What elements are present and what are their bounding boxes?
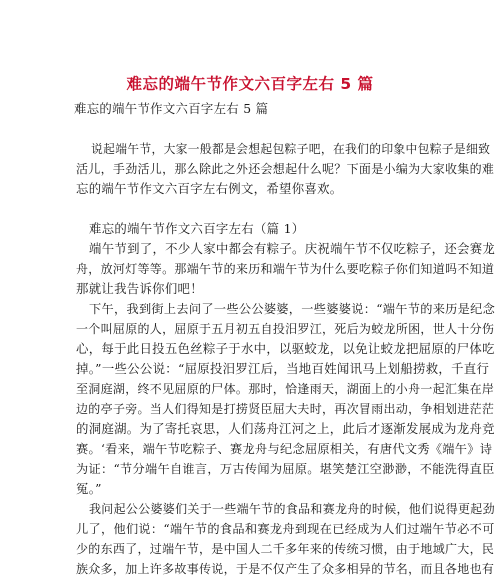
paragraph-line: 边的亭子旁。当人们得知是打捞贤臣屈大夫时，再次冒雨出动，争相划进茫茫 [76, 402, 495, 416]
paragraph-line: 少的东西了，过端午节，是中国人二千多年来的传统习惯，由于地域广大，民 [76, 542, 495, 556]
document-title: 难忘的端午节作文六百字左右 5 篇 [126, 75, 374, 93]
paragraph-line: 下午，我到街上去问了一些公公婆婆，一些婆婆说：“端午节的来历是纪念 [89, 302, 496, 316]
paragraph-line: 冤。” [76, 481, 102, 496]
intro-line: 说起端午节，大家一般都是会想起包粽子吧，在我们的印象中包粽子是细致 [91, 142, 491, 156]
paragraph-line: 那就让我告诉你们吧！ [76, 281, 203, 296]
paragraph-line: 赛。‘看来，端午节吃粽子、赛龙舟与纪念屈原相关，有唐代文秀《端午》诗 [76, 442, 493, 456]
intro-line: 忘的端午节作文六百字左右例文，希望你喜欢。 [76, 181, 343, 196]
paragraph-line: 族众多，加上许多故事传说，于是不仅产生了众多相异的节名，而且各地也有 [76, 562, 495, 576]
paragraph-line: 掉。”一些公公说：“屈原投汨罗江后，当地百姓闻讯马上划船捞救，千直行 [76, 361, 490, 376]
paragraph-line: 儿了，他们说：“端午节的食品和赛龙舟到现在已经成为人们过端午节必不可 [76, 522, 495, 536]
paragraph-line: 为证：“节分端午自谁言，万古传闻为屈原。堪笑楚江空渺渺，不能洗得直臣 [76, 462, 495, 476]
paragraph-line: 的洞庭湖。为了寄托哀思，人们荡舟江河之上，此后才逐渐发展成为龙舟竞 [76, 421, 495, 436]
section-heading: 难忘的端午节作文六百字左右（篇 1） [89, 221, 305, 236]
paragraph-line: 舟，放河灯等等。那端午节的来历和端午节为什么要吃粽子你们知道吗不知道 [76, 262, 495, 276]
paragraph-line: 一个叫屈原的人，屈原于五月初五自投汨罗江，死后为蛟龙所困，世人十分伤 [76, 322, 495, 336]
subtitle: 难忘的端午节作文六百字左右 5 篇 [74, 101, 269, 116]
intro-line: 活儿，手劲活儿，那么除此之外还会想起什么呢？下面是小编为大家收集的难 [76, 162, 495, 176]
paragraph-line: 心，每于此日投五色丝粽子于水中，以驱蛟龙，以免让蛟龙把屈原的尸体吃 [76, 341, 495, 356]
paragraph-line: 端午节到了，不少人家中都会有粽子。庆祝端午节不仅吃粽子，还会赛龙 [89, 241, 496, 256]
paragraph-line: 我问起公公婆婆们关于一些端午节的食品和赛龙舟的时候，他们说得更起劲 [89, 502, 495, 516]
paragraph-line: 至洞庭湖，终不见屈原的尸体。那时，恰逢雨天，湖面上的小舟一起汇集在岸 [76, 382, 495, 396]
